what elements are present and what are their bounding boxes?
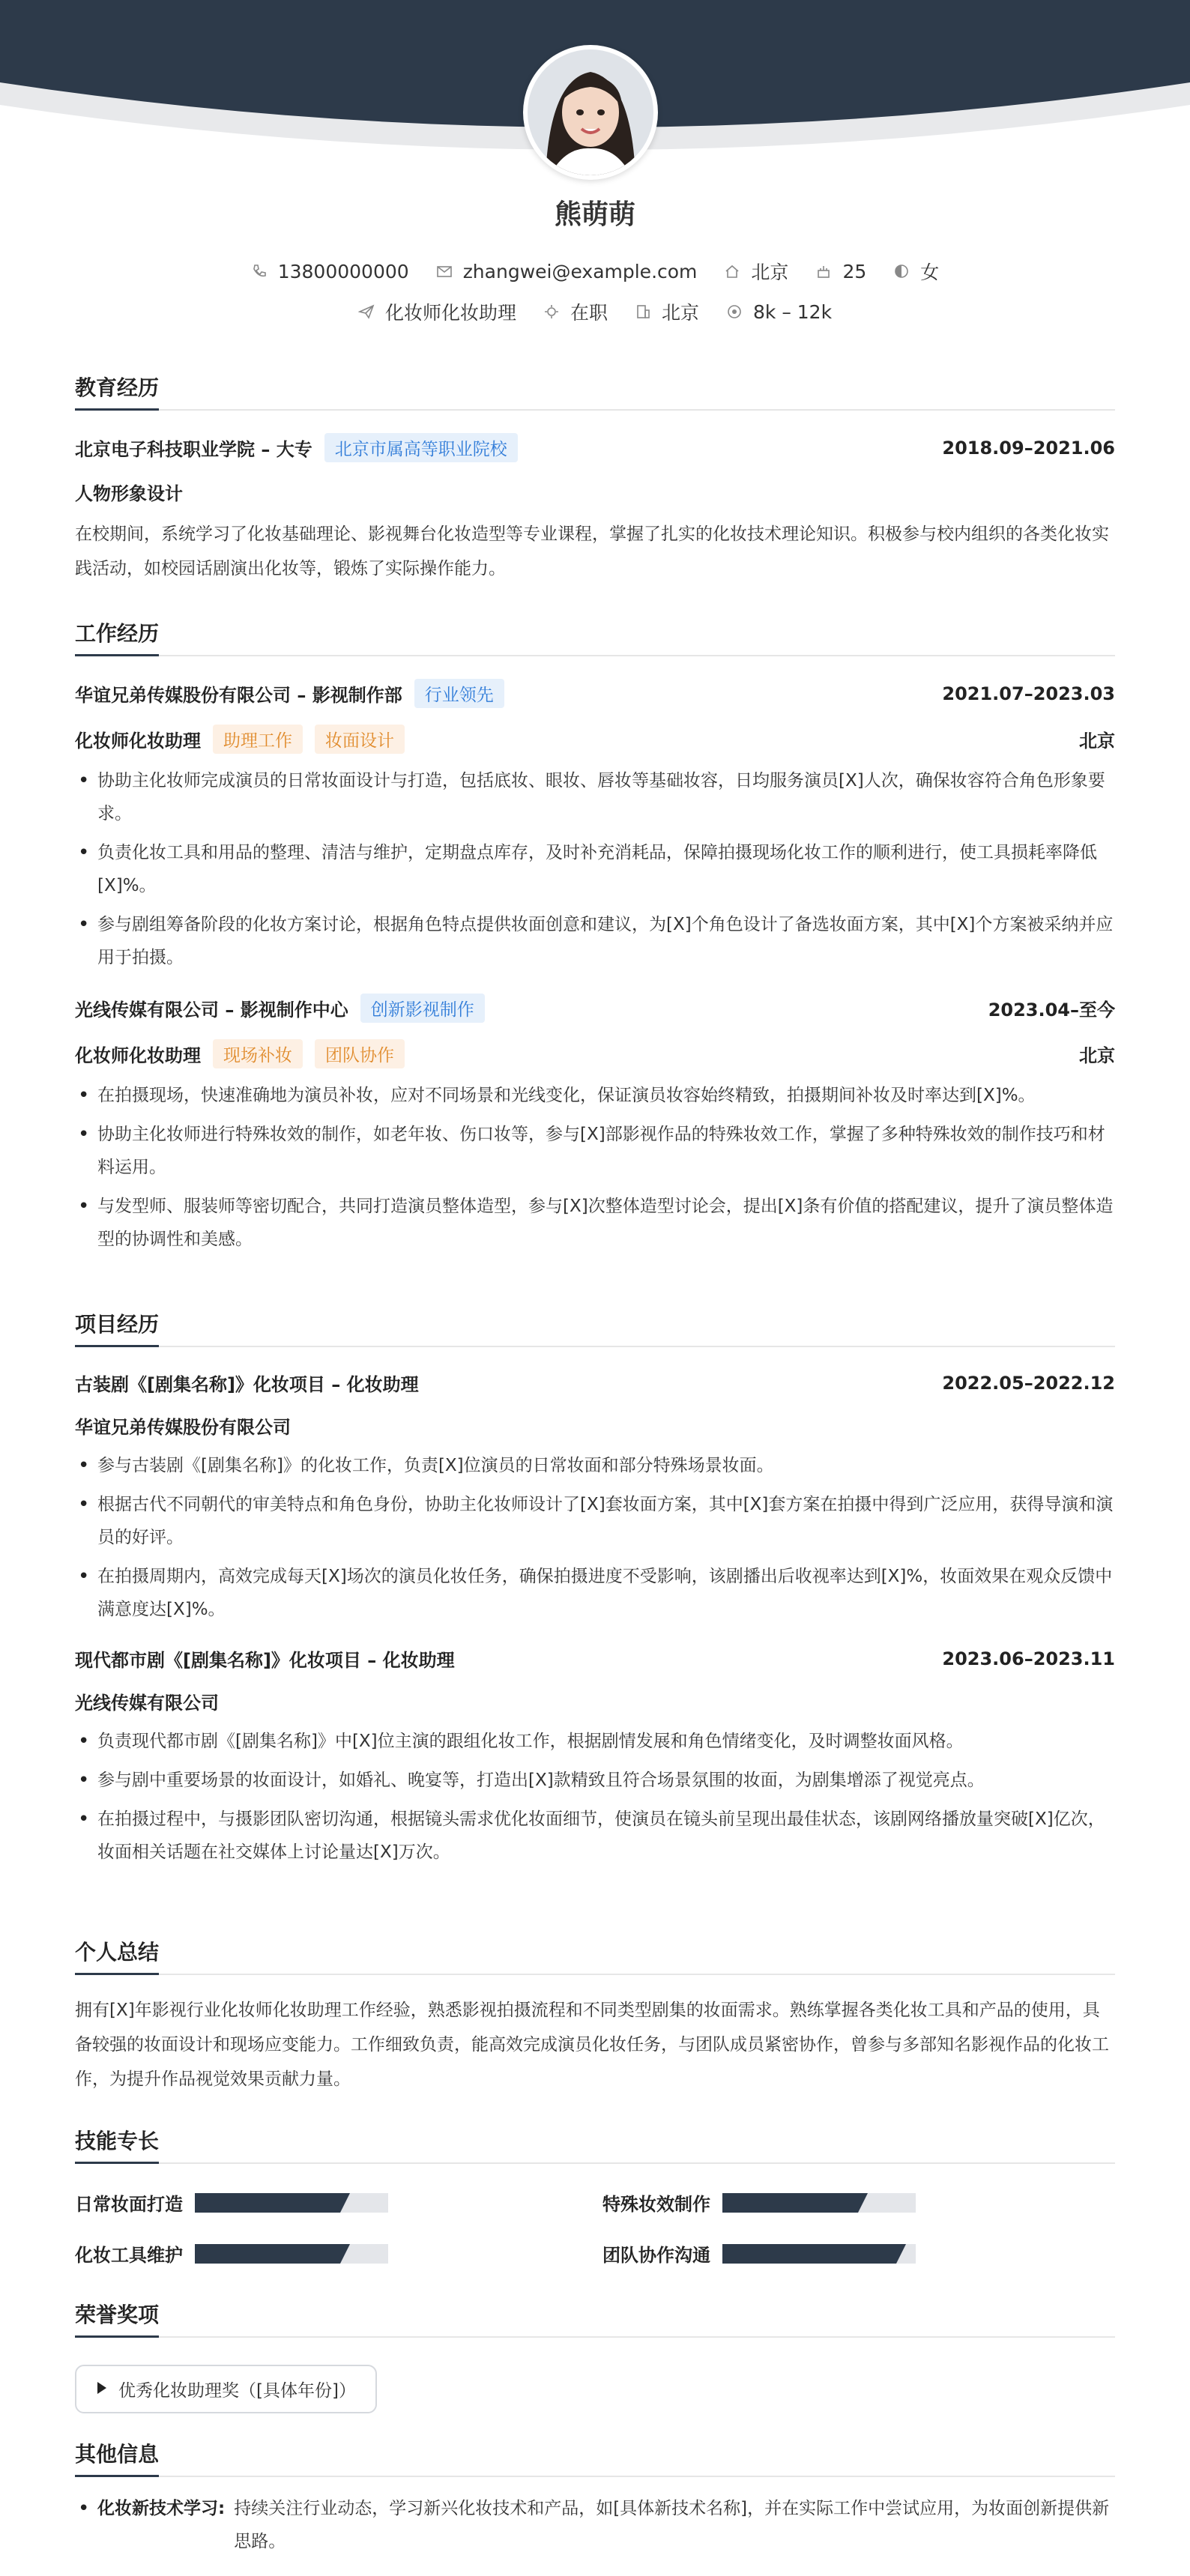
phone-text: 13800000000 bbox=[277, 260, 409, 282]
skill-label: 日常妆面打造 bbox=[75, 2194, 183, 2215]
list-item: • 参与剧中重要场景的妆面设计，如婚礼、晚宴等，打造出[X]款精致且符合场景氛围的妆面，为剧集增添了视觉亮点。 bbox=[75, 1764, 1115, 1797]
project-period: 2022.05–2022.12 bbox=[942, 1372, 1115, 1394]
skill-bar-fill bbox=[195, 2193, 340, 2213]
project-period: 2023.06–2023.11 bbox=[942, 1648, 1115, 1669]
job-target-text: 化妆师化妆助理 bbox=[384, 302, 516, 324]
city-text: 北京 bbox=[661, 302, 699, 324]
section-title: 其他信息 bbox=[75, 2438, 1115, 2477]
skill-label: 特殊妆效制作 bbox=[602, 2194, 710, 2215]
project-bullets bbox=[75, 1725, 1115, 1869]
job-role-row bbox=[75, 725, 1115, 754]
project-org: 光线传媒有限公司 bbox=[75, 1693, 219, 1714]
section-title: 荣誉奖项 bbox=[75, 2299, 1115, 2338]
role-tag: 现场补妆 bbox=[213, 1039, 303, 1068]
home-icon bbox=[724, 263, 740, 279]
project-bullets bbox=[75, 1449, 1115, 1626]
list-item: • 参与古装剧《[剧集名称]》的化妆工作，负责[X]位演员的日常妆面和部分特殊场景妆面。 bbox=[75, 1449, 1115, 1482]
job-header bbox=[75, 679, 1115, 708]
role-tag: 团队协作 bbox=[315, 1039, 405, 1068]
job-role-row bbox=[75, 1039, 1115, 1068]
list-item: • 在拍摄现场，快速准确地为演员补妆，应对不同场景和光线变化，保证演员妆容始终精致，拍摄期间补妆及时率达到[X]%。 bbox=[75, 1079, 1115, 1112]
list-item: • 在拍摄过程中，与摄影团队密切沟通，根据镜头需求优化妆面细节，使演员在镜头前呈现出最佳状态，该剧网络播放量突破[X]亿次，妆面相关话题在社交媒体上讨论量达[X]万次。 bbox=[75, 1803, 1115, 1869]
role-tag: 妆面设计 bbox=[315, 725, 405, 754]
other-list bbox=[75, 2492, 1115, 2558]
city-item bbox=[635, 298, 699, 325]
skill-item bbox=[602, 2189, 916, 2216]
job-period: 2023.04–至今 bbox=[988, 1000, 1115, 1021]
honors-section bbox=[75, 2299, 1115, 2413]
job-bullets bbox=[75, 1079, 1115, 1256]
school-name: 北京电子科技职业学院 – 大专 bbox=[75, 439, 312, 460]
summary-text: 拥有[X]年影视行业化妆师化妆助理工作经验，熟悉影视拍摄流程和不同类型剧集的妆面需求。熟练掌握各类化妆工具和产品的使用，具备较强的妆面设计和现场应变能力。工作细致负责，能高效完成演员化妆任务，与团队成员紧密协作，曾参与多部知名影视作品的化妆工作，为提升作品视觉效果贡献力量。 bbox=[75, 2001, 1109, 2089]
salary-item bbox=[726, 298, 832, 325]
gender-text: 女 bbox=[920, 261, 940, 283]
section-title: 项目经历 bbox=[75, 1308, 1115, 1347]
award-text: 优秀化妆助理奖（[具体年份]） bbox=[118, 2381, 356, 2401]
list-item: • 参与剧组筹备阶段的化妆方案讨论，根据角色特点提供妆面创意和建议，为[X]个角色设计了备选妆面方案，其中[X]个方案被采纳并应用于拍摄。 bbox=[75, 908, 1115, 974]
list-item: • 负责现代都市剧《[剧集名称]》中[X]位主演的跟组化妆工作，根据剧情发展和角色情绪变化，及时调整妆面风格。 bbox=[75, 1725, 1115, 1758]
skill-label: 化妆工具维护 bbox=[75, 2245, 183, 2266]
list-item: • 协助主化妆师进行特殊妆效的制作，如老年妆、伤口妆等，参与[X]部影视作品的特殊妆效工作，掌握了多种特殊妆效的制作技巧和材料运用。 bbox=[75, 1118, 1115, 1184]
other-section bbox=[75, 2438, 1115, 2564]
phone-icon bbox=[251, 263, 268, 279]
location-text: 北京 bbox=[751, 261, 789, 283]
skill-bar-fill bbox=[722, 2244, 896, 2264]
coin-icon bbox=[726, 303, 743, 320]
education-period: 2018.09–2021.06 bbox=[942, 437, 1115, 459]
summary-section bbox=[75, 1936, 1115, 2096]
job-role: 化妆师化妆助理 bbox=[75, 1045, 201, 1066]
cake-icon bbox=[815, 263, 832, 279]
section-title: 教育经历 bbox=[75, 372, 1115, 411]
gender-item bbox=[893, 258, 939, 285]
email-icon bbox=[436, 263, 453, 279]
work-section bbox=[75, 617, 1115, 1262]
skill-bar bbox=[722, 2244, 916, 2264]
other-key: • 化妆新技术学习: bbox=[97, 2499, 226, 2518]
job-bullets bbox=[75, 764, 1115, 974]
projects-section bbox=[75, 1308, 1115, 1875]
send-icon bbox=[358, 303, 375, 320]
job-city: 北京 bbox=[1079, 1045, 1115, 1066]
job-header bbox=[75, 994, 1115, 1023]
list-item: • 负责化妆工具和用品的整理、清洁与维护，定期盘点库存，及时补充消耗品，保障拍摄现场化妆工作的顺利进行，使工具损耗率降低[X]%。 bbox=[75, 836, 1115, 902]
major: 人物形象设计 bbox=[75, 483, 183, 504]
salary-text: 8k – 12k bbox=[752, 300, 833, 323]
section-title: 工作经历 bbox=[75, 617, 1115, 656]
phone-item bbox=[251, 258, 409, 285]
location-item bbox=[724, 258, 788, 285]
triangle-right-icon bbox=[96, 2380, 108, 2399]
education-header bbox=[75, 433, 1115, 462]
skills-section bbox=[75, 2125, 1115, 2275]
skill-item bbox=[75, 2240, 388, 2267]
education-desc: 在校期间，系统学习了化妆基础理论、影视舞台化妆造型等专业课程，掌握了扎实的化妆技术理论知识。积极参与校内组织的各类化妆实践活动，如校园话剧演出化妆等，锻炼了实际操作能力。 bbox=[75, 524, 1109, 578]
list-item: • 协助主化妆师完成演员的日常妆面设计与打造，包括底妆、眼妆、唇妆等基础妆容，日均服务演员[X]人次，确保妆容符合角色形象要求。 bbox=[75, 764, 1115, 830]
contact-info-row bbox=[0, 258, 1190, 285]
list-item: • 根据古代不同朝代的审美特点和角色身份，协助主化妆师设计了[X]套妆面方案，其中[X]套方案在拍摄中得到广泛应用，获得导演和演员的好评。 bbox=[75, 1488, 1115, 1554]
status-icon bbox=[543, 303, 560, 320]
skill-bar-fill bbox=[722, 2193, 858, 2213]
project-name: 现代都市剧《[剧集名称]》化妆项目 – 化妆助理 bbox=[75, 1650, 455, 1671]
building-icon bbox=[635, 303, 651, 320]
skill-label: 团队协作沟通 bbox=[602, 2245, 710, 2266]
job-target-item bbox=[358, 298, 516, 325]
project-org: 华谊兄弟传媒股份有限公司 bbox=[75, 1417, 291, 1438]
avatar bbox=[523, 45, 658, 180]
list-item: • 在拍摄周期内，高效完成每天[X]场次的演员化妆任务，确保拍摄进度不受影响，该剧播出后收视率达到[X]%，妆面效果在观众反馈中满意度达[X]%。 bbox=[75, 1560, 1115, 1626]
candidate-name: 熊萌萌 bbox=[554, 199, 635, 230]
project-header bbox=[75, 1370, 1115, 1396]
status-text: 在职 bbox=[570, 302, 608, 324]
email-item bbox=[436, 258, 698, 285]
job-role: 化妆师化妆助理 bbox=[75, 731, 201, 752]
skill-bar bbox=[195, 2244, 388, 2264]
section-title: 个人总结 bbox=[75, 1936, 1115, 1975]
job-period: 2021.07–2023.03 bbox=[942, 683, 1115, 704]
skill-bar bbox=[722, 2193, 916, 2213]
skill-item bbox=[75, 2189, 388, 2216]
education-section bbox=[75, 372, 1115, 586]
company-name: 光线传媒有限公司 – 影视制作中心 bbox=[75, 1000, 348, 1021]
project-name: 古装剧《[剧集名称]》化妆项目 – 化妆助理 bbox=[75, 1374, 419, 1395]
company-tag: 创新影视制作 bbox=[360, 994, 485, 1023]
list-item: • 与发型师、服装师等密切配合，共同打造演员整体造型，参与[X]次整体造型讨论会，提出[X]条有价值的搭配建议，提升了演员整体造型的协调性和美感。 bbox=[75, 1190, 1115, 1256]
award-item[interactable] bbox=[75, 2365, 377, 2413]
section-title: 技能专长 bbox=[75, 2125, 1115, 2164]
age-text: 25 bbox=[842, 260, 867, 282]
age-item bbox=[815, 258, 866, 285]
job-info-row bbox=[0, 298, 1190, 325]
job-city: 北京 bbox=[1079, 731, 1115, 752]
other-value: 持续关注行业动态，学习新兴化妆技术和产品，如[具体新技术名称]，并在实际工作中尝试应用，为妆面创新提供新思路。 bbox=[234, 2499, 1110, 2551]
project-header bbox=[75, 1645, 1115, 1672]
email-text: zhangwei@example.com bbox=[462, 260, 698, 282]
school-tag: 北京市属高等职业院校 bbox=[324, 433, 518, 462]
skill-bar-fill bbox=[195, 2244, 340, 2264]
gender-icon bbox=[893, 263, 910, 279]
skill-item bbox=[602, 2240, 916, 2267]
list-item bbox=[75, 2492, 1115, 2558]
company-tag: 行业领先 bbox=[414, 679, 504, 708]
company-name: 华谊兄弟传媒股份有限公司 – 影视制作部 bbox=[75, 685, 402, 706]
status-item bbox=[543, 298, 608, 325]
role-tag: 助理工作 bbox=[213, 725, 303, 754]
skill-bar bbox=[195, 2193, 388, 2213]
